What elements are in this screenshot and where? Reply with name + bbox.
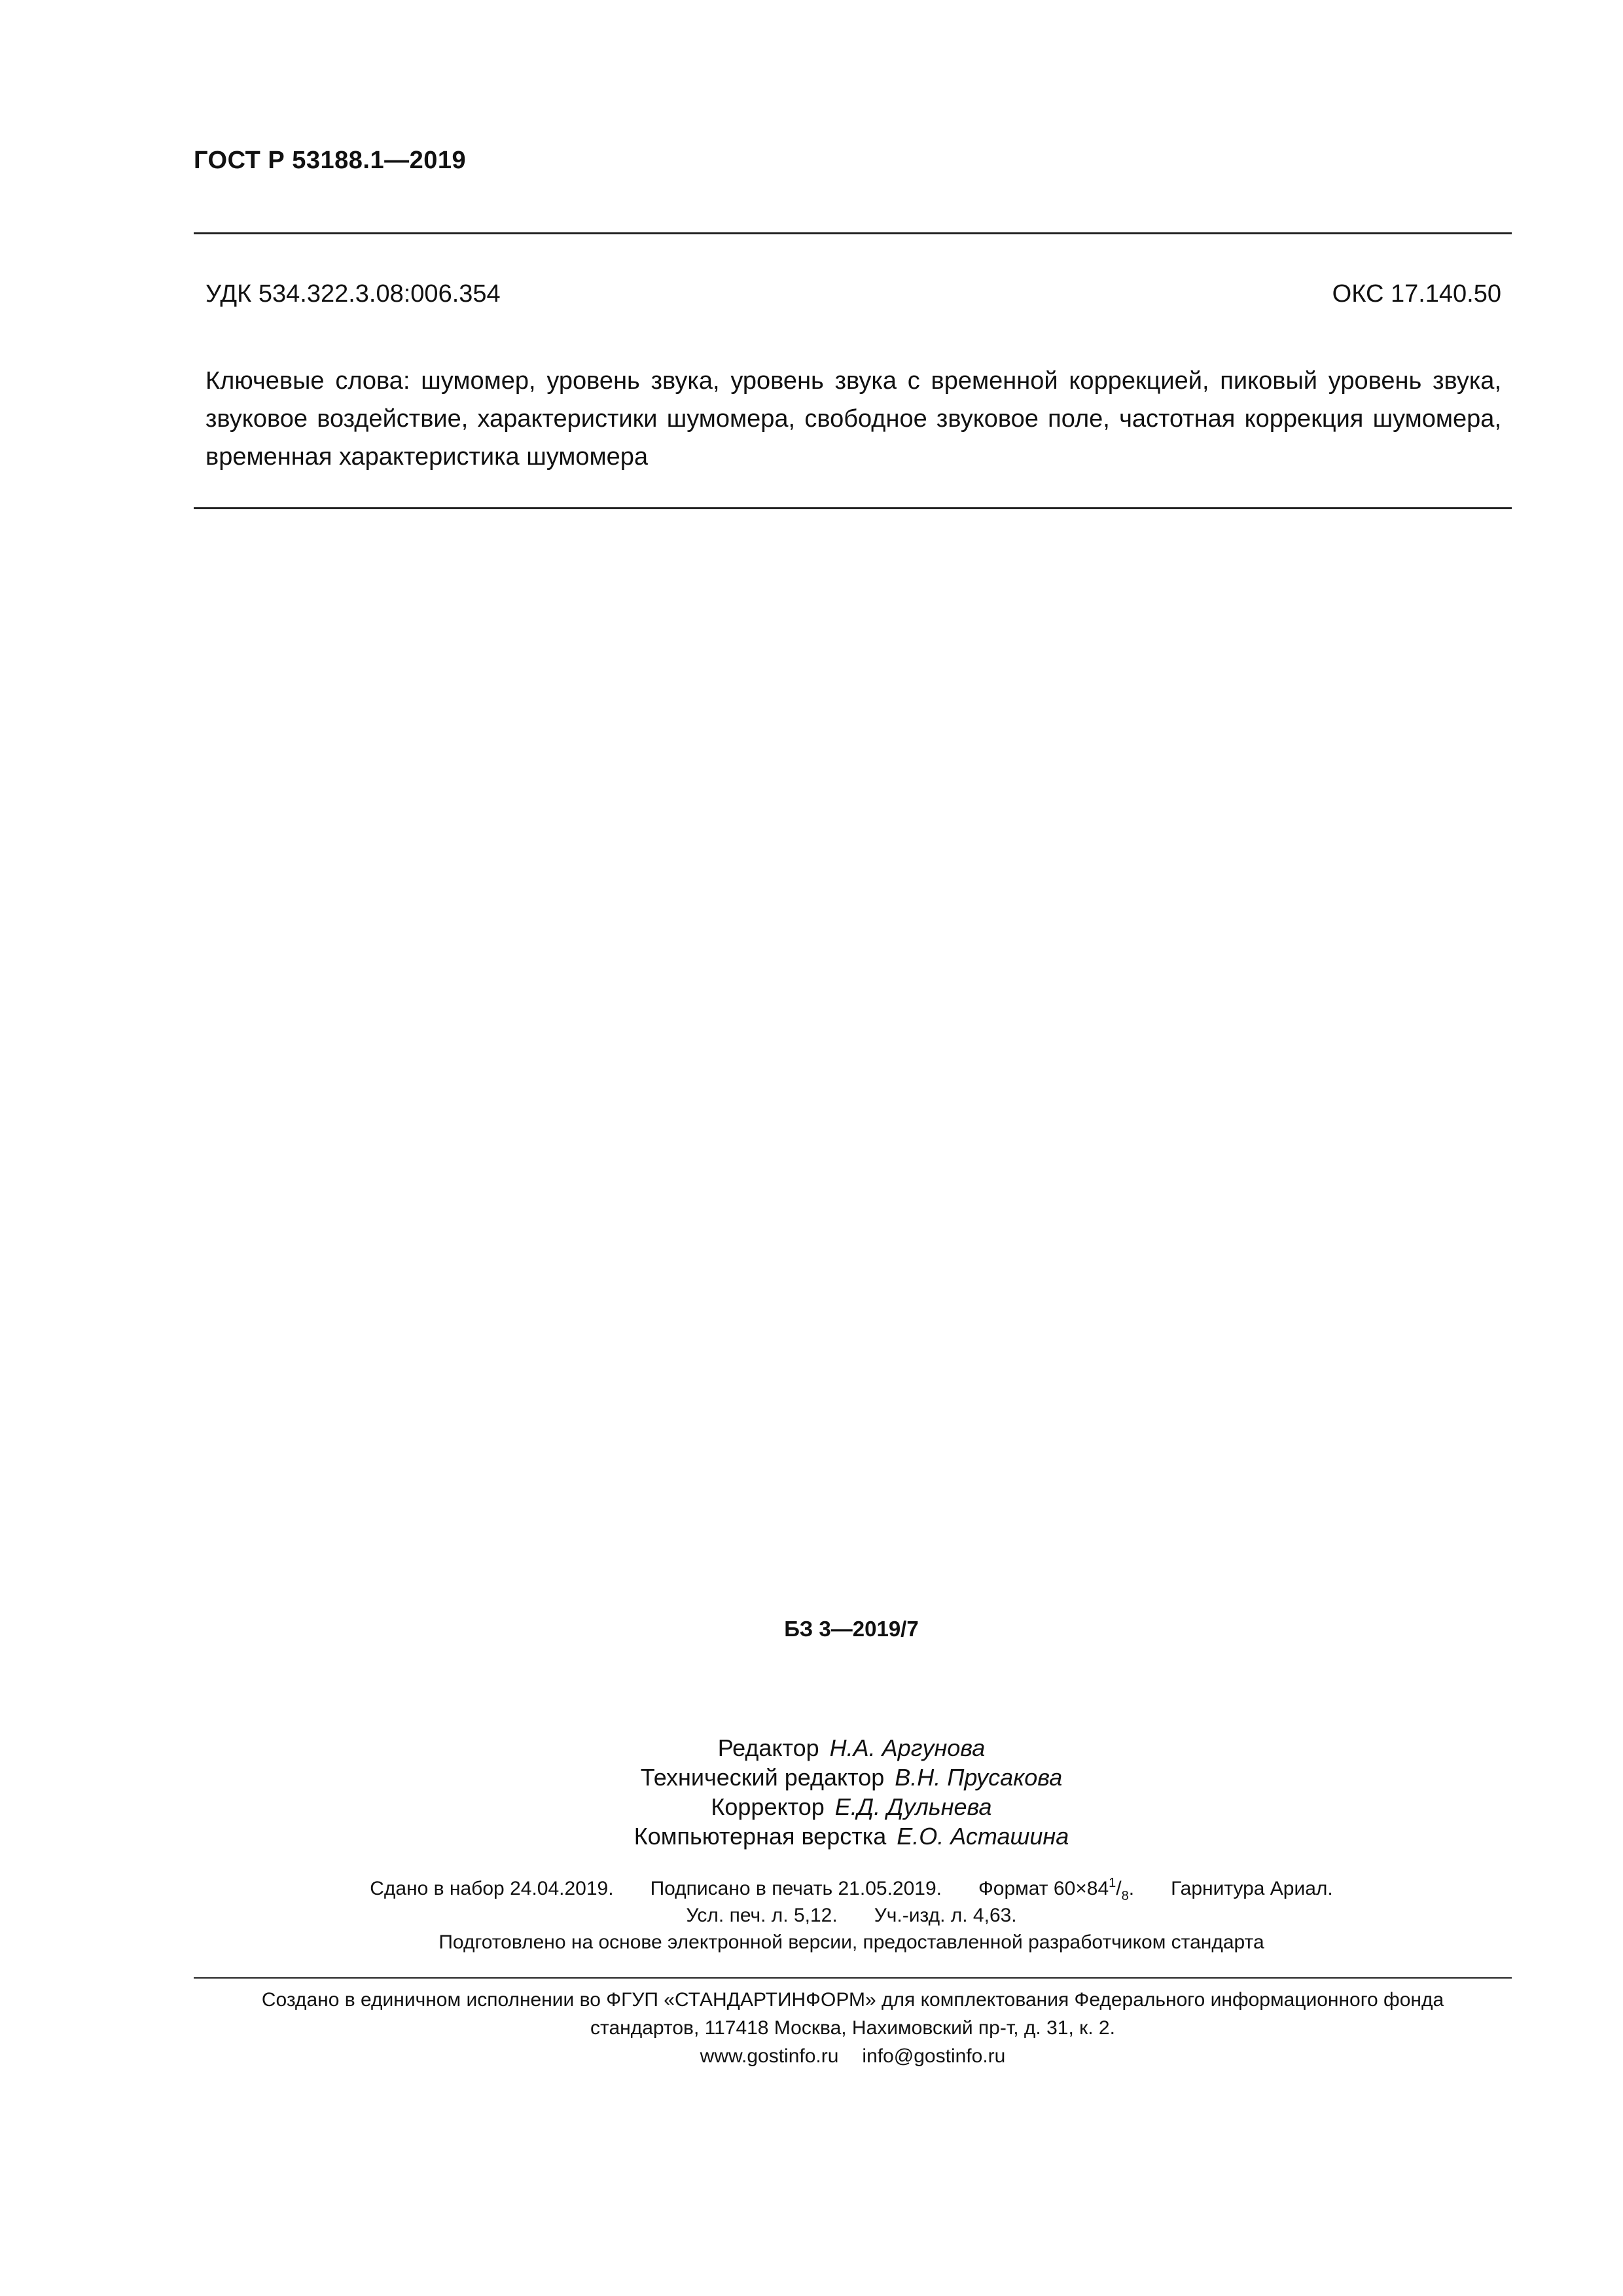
print-info-row-1 [0,1875,1623,1902]
publisher-line-1: Создано в единичном исполнении во ФГУП «СТАНДАРТИНФОРМ» для комплектования Федерального информационного фонда [261,1989,1444,2011]
staff-person: В.Н. Прусакова [895,1764,1063,1791]
typeface: Гарнитура Ариал. [1171,1878,1333,1899]
staff-person: Е.О. Асташина [897,1823,1069,1850]
print-info [0,1875,1623,1956]
staff-person: Е.Д. Дульнева [834,1793,992,1820]
staff-row-tech-editor [0,1763,1623,1792]
website-link[interactable]: www.gostinfo.ru [700,2045,839,2067]
publisher-line-2: стандартов, 117418 Москва, Нахимовский пр-т, д. 31, к. 2. [590,2017,1115,2039]
staff-role: Корректор [711,1793,825,1820]
paper-format: Формат $60\times 84^1/_8$. [978,1876,1135,1903]
publication-sheets: Уч.-изд. л. 4,63. [874,1905,1017,1926]
document-id: ГОСТ Р 53188.1—2019 [194,147,467,174]
keywords-paragraph: Ключевые слова: шумомер, уровень звука, уровень звука с временной коррекцией, пиковый уровень звука, звуковое воздействие, характеристики шумомера, свободное звуковое поле, частотная коррекция шумомера, временная характеристика шумомера [205,367,1501,471]
oks-code: ОКС 17.140.50 [1332,280,1501,308]
top-divider [194,232,1512,234]
staff-role: Редактор [717,1734,819,1761]
staff-row-layout [0,1821,1623,1851]
signed-date: Подписано в печать 21.05.2019. [650,1878,942,1899]
publisher-info [194,1986,1512,2070]
publisher-contacts [194,2042,1512,2070]
udk-code: УДК 534.322.3.08:006.354 [205,280,501,308]
keywords-divider [194,507,1512,509]
prepared-note: Подготовлено на основе электронной версии, предоставленной разработчиком стандарта [438,1931,1264,1953]
staff-role: Технический редактор [640,1764,885,1791]
print-info-row-2 [0,1902,1623,1929]
staff-credits [0,1733,1623,1851]
submitted-date: Сдано в набор 24.04.2019. [370,1878,614,1899]
staff-role: Компьютерная верстка [633,1823,887,1850]
staff-person: Н.А. Аргунова [829,1734,986,1761]
staff-row-proofreader [0,1792,1623,1821]
staff-row-editor [0,1733,1623,1763]
publisher-divider [194,1977,1512,1979]
email-link[interactable]: info@gostinfo.ru [862,2045,1006,2067]
bz-number: БЗ 3—2019/7 [784,1617,919,1641]
print-sheets: Усл. печ. л. 5,12. [686,1905,838,1926]
